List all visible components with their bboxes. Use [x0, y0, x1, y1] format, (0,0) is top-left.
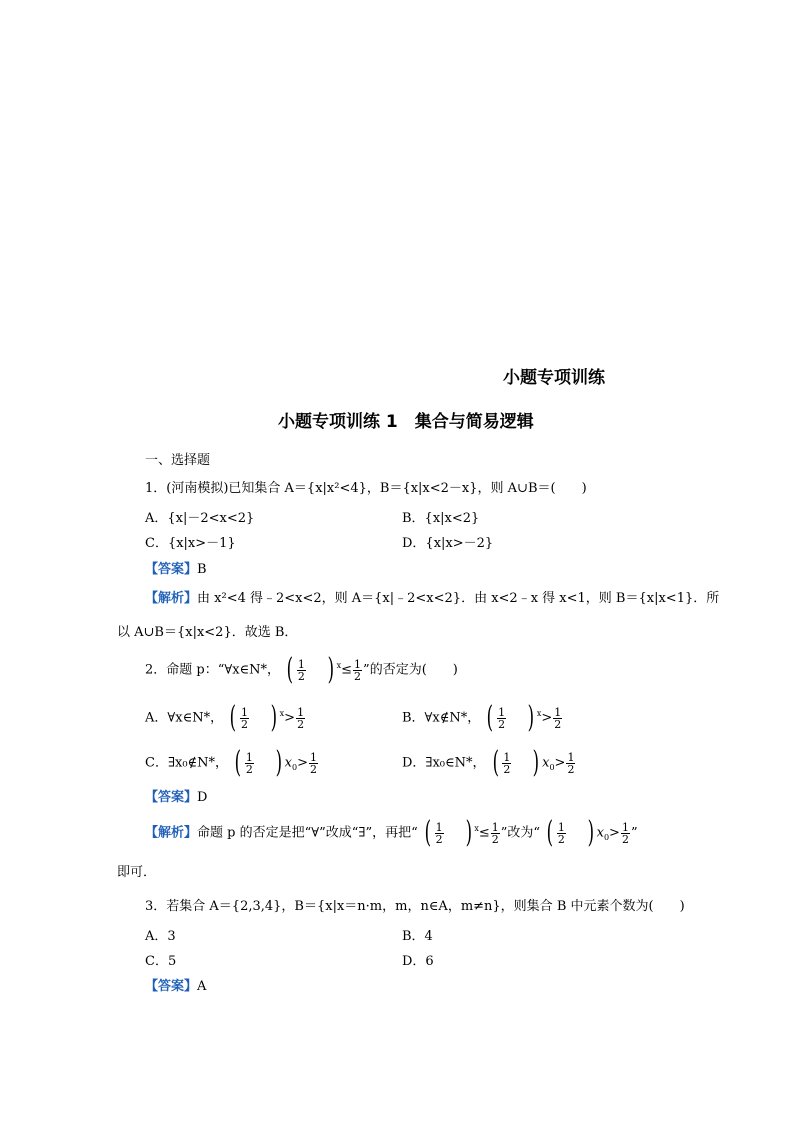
- option-c-label: C．∃x₀∉N*，: [145, 755, 229, 771]
- question-1-option-d: D．{x|x>－2}: [402, 536, 494, 551]
- analysis-text: 由 x²<4 得﹣2<x<2，则 A＝{x|﹣2<x<2}．由 x<2﹣x 得 x<1，则 B＝{x|x<1}．所: [197, 591, 720, 606]
- fraction-den: 2: [354, 669, 362, 683]
- option-a-label: A．∀x∈N*，: [145, 710, 224, 726]
- question-3-option-d: D．6: [402, 954, 434, 969]
- fraction-den: 2: [621, 832, 629, 846]
- fraction-num: 1: [491, 820, 499, 834]
- fraction: [497, 707, 506, 730]
- fraction: [435, 822, 444, 845]
- fraction-den: 2: [503, 762, 511, 776]
- paren-right: ): [270, 700, 278, 735]
- question-2-answer: [145, 791, 207, 804]
- answer-value: B: [197, 562, 207, 577]
- fraction-den: 2: [435, 832, 443, 846]
- fraction: [353, 659, 362, 682]
- fraction-num: 1: [297, 657, 305, 671]
- fraction-den: 2: [240, 717, 248, 731]
- fraction: [297, 659, 306, 682]
- paren-left: (: [487, 700, 494, 735]
- fraction-den: 2: [491, 832, 499, 846]
- fraction-num: 1: [354, 657, 362, 671]
- page-title: 小题专项训练 1 集合与简易逻辑: [278, 412, 534, 432]
- fraction: [502, 752, 511, 775]
- fraction-den: 2: [557, 832, 565, 846]
- analysis-tag: 【解析】: [145, 591, 198, 606]
- answer-tag: 【答案】: [145, 790, 198, 805]
- part-heading: 一、选择题: [145, 453, 211, 468]
- answer-tag: 【答案】: [145, 979, 198, 994]
- paren-right: ): [465, 815, 472, 850]
- fraction-num: 1: [503, 750, 511, 764]
- paren-right: ): [587, 815, 594, 850]
- fraction: [621, 822, 630, 845]
- analysis-text: ”改为“: [500, 825, 541, 841]
- analysis-text: ”: [630, 825, 638, 841]
- fraction: [491, 822, 500, 845]
- question-3-option-c: C．5: [145, 954, 177, 969]
- fraction-num: 1: [621, 820, 629, 834]
- question-2-option-d: D．∃x₀∈N*， ( $\frac{1}{2}$ ) $x_0>$ $\frac{1}{2}$: [402, 745, 575, 780]
- question-1-option-c: C．{x|x>－1}: [145, 536, 236, 551]
- question-1-analysis-cont: 以 A∪B＝{x|x<2}．故选 B．: [117, 625, 298, 640]
- fraction: [296, 707, 305, 730]
- question-3-stem: 3．若集合 A＝{2,3,4}，B＝{x|x＝n·m，m，n∈A，m≠n}，则集合 B 中元素个数为( ): [145, 899, 685, 914]
- question-1-option-b: B．{x|x<2}: [402, 511, 480, 526]
- fraction-den: 2: [567, 762, 575, 776]
- answer-value: A: [197, 979, 207, 994]
- paren-right: ): [527, 700, 535, 735]
- question-2-analysis-cont: 即可．: [117, 865, 157, 880]
- fraction: [557, 822, 566, 845]
- fraction-den: 2: [554, 717, 562, 731]
- option-b-label: B．∀x∉N*，: [402, 710, 481, 726]
- fraction-num: 1: [498, 705, 506, 719]
- question-1-analysis: [145, 592, 719, 605]
- paren-left: (: [229, 700, 237, 735]
- analysis-tag: 【解析】: [145, 825, 198, 841]
- fraction-num: 1: [435, 820, 443, 834]
- fraction-num: 1: [557, 820, 565, 834]
- question-2-suffix: ”的否定为( ): [363, 662, 458, 678]
- question-2-option-a: A．∀x∈N*， ( $\frac{1}{2}$ ) $^x$> $\frac{1}{2}$: [145, 700, 305, 735]
- question-2-prefix: 2．命题 p：“∀x∈N*，: [145, 662, 281, 678]
- fraction-num: 1: [240, 705, 248, 719]
- fraction-den: 2: [245, 762, 253, 776]
- fraction: [245, 752, 254, 775]
- answer-tag: 【答案】: [145, 562, 198, 577]
- question-2-option-c: C．∃x₀∉N*， ( $\frac{1}{2}$ ) $x_0>$ $\frac{1}{2}$: [145, 745, 317, 780]
- section-heading: 小题专项训练: [503, 368, 605, 388]
- paren-left: (: [234, 745, 242, 780]
- fraction-num: 1: [309, 750, 317, 764]
- question-2-option-b: B．∀x∉N*， ( $\frac{1}{2}$ ) $^x$> $\frac{1}{2}$: [402, 700, 562, 735]
- fraction-num: 1: [567, 750, 575, 764]
- fraction-num: 1: [297, 705, 305, 719]
- question-2-analysis: 【解析】命题 p 的否定是把“∀”改成“∃”，再把“ ( $\frac{1}{2}$ ) $^x$≤ $\frac{1}{2}$ ”改为“ ( $\frac{1}{2}$ ) $x_0>$ $\frac{1}{2}$ ”: [145, 815, 638, 850]
- question-3-answer: [145, 980, 206, 993]
- answer-value: D: [197, 790, 208, 805]
- question-3-option-a: A．3: [145, 929, 176, 944]
- paren-right: ): [327, 652, 334, 687]
- paren-right: ): [533, 745, 540, 780]
- fraction: [553, 707, 562, 730]
- fraction-den: 2: [297, 717, 305, 731]
- paren-left: (: [286, 652, 294, 687]
- fraction: [566, 752, 575, 775]
- paren-left: (: [492, 745, 499, 780]
- paren-left: (: [546, 815, 554, 850]
- question-3-option-b: B．4: [402, 929, 433, 944]
- question-2-stem: 2．命题 p：“∀x∈N*， ( $\frac{1}{2}$ ) $^x$≤ $\frac{1}{2}$ ”的否定为( ): [145, 652, 458, 687]
- paren-left: (: [424, 815, 431, 850]
- question-1-answer: [145, 563, 207, 576]
- fraction-den: 2: [297, 669, 305, 683]
- fraction-den: 2: [498, 717, 506, 731]
- fraction-num: 1: [554, 705, 562, 719]
- question-1-stem: 1．(河南模拟)已知集合 A＝{x|x²<4}，B＝{x|x<2－x}，则 A∪B＝( ): [145, 481, 587, 496]
- fraction-num: 1: [245, 750, 253, 764]
- fraction: [309, 752, 318, 775]
- fraction: [240, 707, 249, 730]
- fraction-den: 2: [309, 762, 317, 776]
- paren-right: ): [275, 745, 282, 780]
- analysis-text: 命题 p 的否定是把“∀”改成“∃”，再把“: [197, 825, 418, 841]
- question-1-option-a: A．{x|－2<x<2}: [145, 511, 255, 526]
- option-d-label: D．∃x₀∈N*，: [402, 755, 486, 771]
